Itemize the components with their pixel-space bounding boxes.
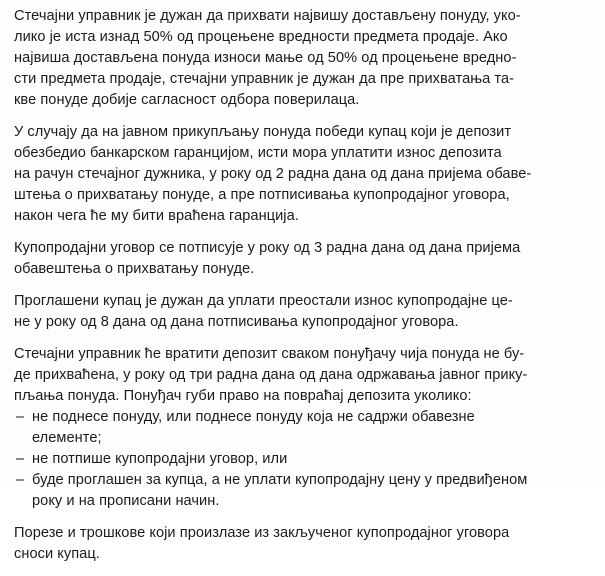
text-line: након чега ће му бити враћена гаранција.	[14, 208, 299, 224]
text-line: Купопродајни уговор се потписује у року од 3 радна дана од дана пријема	[14, 240, 521, 256]
text-line: лико је иста изнад 50% од процењене вредности предмета продаје. Ако	[14, 29, 508, 45]
paragraph-highest-offer	[14, 6, 592, 111]
text-line: штења о прихватању понуде, а пре потписивања купопродајног уговора,	[14, 187, 510, 203]
list-item	[14, 449, 592, 470]
text-line: Проглашени купац је дужан да уплати преостали износ купопродајне це-	[14, 293, 513, 309]
text-line: пљања понуда. Понуђач губи право на повраћај депозита уколико:	[14, 388, 472, 404]
text-line: обавештења о прихватању понуде.	[14, 261, 255, 277]
bullet-dash: –	[16, 472, 25, 488]
bullet-dash: –	[16, 451, 25, 467]
paragraph-taxes	[14, 523, 592, 565]
text-line: не потпише купопродајни уговор, или	[32, 451, 288, 467]
paragraph-deposit-return	[14, 344, 592, 512]
paragraph-bank-guarantee	[14, 122, 592, 227]
text-line: Стечајни управник ће вратити депозит сваком понуђачу чија понуда не бу-	[14, 346, 525, 362]
text-line: де прихваћена, у року од три радна дана од дана одржавања јавног прику-	[14, 367, 528, 383]
text-line: елементе;	[32, 430, 102, 446]
text-line: У случају да на јавном прикупљању понуда победи купац који је депозит	[14, 124, 512, 140]
paragraph-payment	[14, 291, 592, 333]
text-line: сти предмета продаје, стечајни управник је дужан да пре прихватања та-	[14, 71, 515, 87]
text-line: року и на прописани начин.	[32, 493, 220, 509]
paragraph-contract-signing	[14, 238, 592, 280]
text-line: не поднесе понуду, или поднесе понуду која не садржи обавезне	[32, 409, 475, 425]
text-line: буде проглашен за купца, а не уплати купопродајну цену у предвиђеном	[32, 472, 528, 488]
text-line: не у року од 8 дана од дана потписивања купопродајног уговора.	[14, 314, 459, 330]
article-text	[14, 6, 592, 576]
bullet-dash: –	[16, 409, 25, 425]
list-item	[14, 407, 592, 449]
text-line: сноси купац.	[14, 546, 100, 562]
text-line: Стечајни управник је дужан да прихвати највишу достављену понуду, уко-	[14, 8, 521, 24]
text-line: на рачун стечајног дужника, у року од 2 радна дана од дана пријема обаве-	[14, 166, 532, 182]
list-item	[14, 470, 592, 512]
bullet-list	[14, 407, 592, 512]
text-line: највиша достављена понуда износи мање од 50% од процењене вредно-	[14, 50, 517, 66]
text-line: кве понуде добије сагласност одбора поверилаца.	[14, 92, 360, 108]
text-line: Порезе и трошкове који произлазе из закљученог купопродајног уговора	[14, 525, 510, 541]
text-line: обезбедио банкарском гаранцијом, исти мора уплатити износ депозита	[14, 145, 502, 161]
